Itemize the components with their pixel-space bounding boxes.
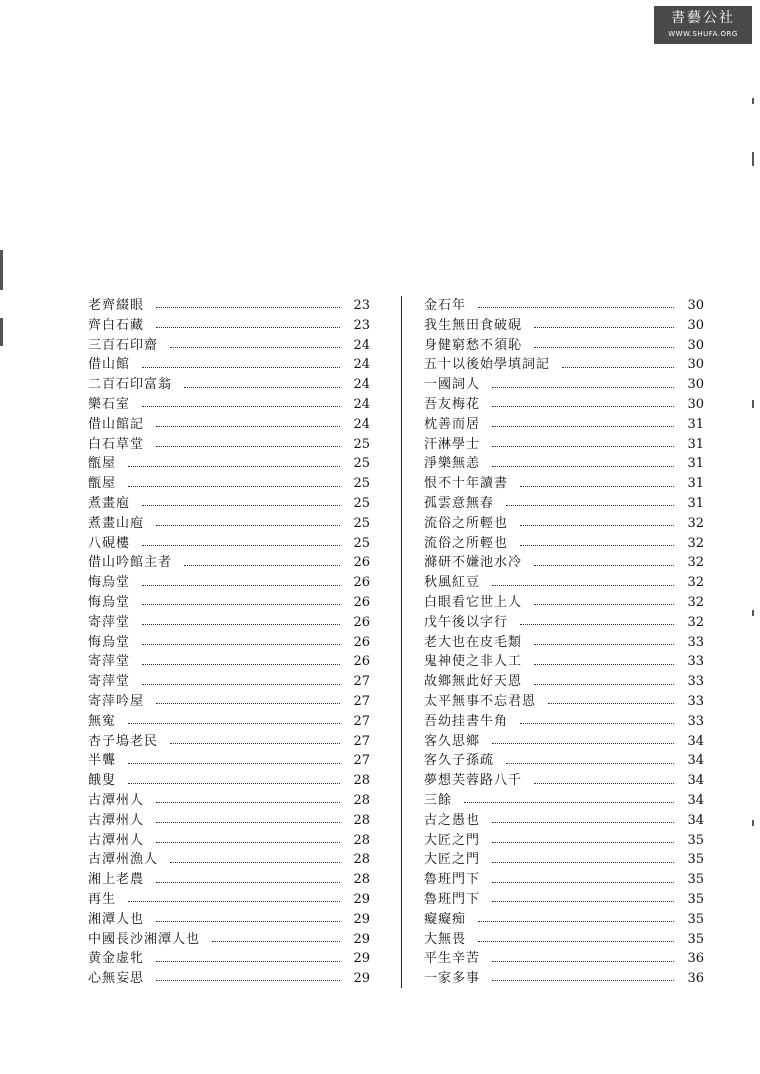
toc-entry-page: 24 (353, 357, 370, 373)
toc-entry-title: 恨不十年讀書 (424, 476, 509, 492)
toc-entry-page: 32 (687, 614, 704, 630)
scan-edge-mark (0, 318, 3, 346)
toc-entry-page: 32 (687, 555, 704, 571)
dot-leader (128, 486, 340, 487)
dot-leader (142, 604, 340, 605)
dot-leader (156, 327, 340, 328)
dot-leader (478, 307, 674, 308)
toc-entry-title: 甑屋 (88, 476, 117, 492)
toc-entry-title: 湘上老農 (88, 872, 145, 888)
toc-entry-title: 癡癡痴 (424, 911, 467, 927)
toc-entry-page: 27 (353, 713, 370, 729)
toc-entry-title: 齊白石藏 (88, 317, 145, 333)
toc-entry-page: 35 (687, 891, 704, 907)
toc-entry (424, 712, 704, 732)
toc-entry-page: 25 (353, 495, 370, 511)
toc-entry (424, 949, 704, 969)
dot-leader (128, 783, 340, 784)
toc-entry-title: 我生無田食破硯 (424, 317, 523, 333)
toc-entry-page: 27 (353, 674, 370, 690)
toc-entry (424, 454, 704, 474)
toc-entry (88, 771, 370, 791)
toc-entry-page: 31 (687, 416, 704, 432)
toc-entry-page: 25 (353, 456, 370, 472)
dot-leader (534, 327, 674, 328)
dot-leader (492, 822, 674, 823)
toc-entry-page: 28 (353, 852, 370, 868)
toc-entry (88, 375, 370, 395)
dot-leader (534, 604, 674, 605)
toc-entry-title: 寄萍堂 (88, 654, 131, 670)
toc-entry (424, 336, 704, 356)
toc-entry (88, 454, 370, 474)
toc-entry (88, 732, 370, 752)
dot-leader (156, 882, 340, 883)
toc-entry-title: 悔烏堂 (88, 634, 131, 650)
toc-entry (424, 593, 704, 613)
toc-entry (88, 336, 370, 356)
toc-entry-title: 樂石室 (88, 396, 131, 412)
toc-entry (424, 474, 704, 494)
dot-leader (534, 783, 674, 784)
toc-entry-page: 23 (353, 298, 370, 313)
toc-entry (88, 949, 370, 969)
toc-entry-page: 28 (353, 812, 370, 828)
toc-entry (424, 870, 704, 890)
toc-entry-title: 秋風紅豆 (424, 575, 481, 591)
toc-entry (88, 870, 370, 890)
toc-entry-page: 30 (687, 298, 704, 313)
toc-entry (424, 613, 704, 633)
toc-entry-page: 34 (687, 773, 704, 789)
toc-entry-title: 魯班門下 (424, 872, 481, 888)
dot-leader (520, 486, 674, 487)
dot-leader (492, 406, 674, 407)
toc-entry-title: 杏子塢老民 (88, 733, 159, 749)
dot-leader (520, 624, 674, 625)
dot-leader (156, 822, 340, 823)
toc-entry-page: 31 (687, 495, 704, 511)
toc-entry-title: 大無畏 (424, 931, 467, 947)
toc-entry-page: 30 (687, 317, 704, 333)
toc-entry-page: 26 (353, 575, 370, 591)
toc-entry (424, 296, 704, 316)
toc-entry (88, 652, 370, 672)
toc-entry (424, 435, 704, 455)
toc-entry (88, 712, 370, 732)
toc-entry-title: 八硯樓 (88, 535, 131, 551)
toc-entry-title: 古潭州人 (88, 832, 145, 848)
toc-entry-page: 33 (687, 693, 704, 709)
toc-entry-page: 27 (353, 753, 370, 769)
toc-entry (88, 850, 370, 870)
toc-entry (88, 791, 370, 811)
toc-entry (424, 316, 704, 336)
scan-edge-mark (752, 820, 754, 826)
toc-entry-page: 29 (353, 951, 370, 967)
toc-entry-page: 33 (687, 634, 704, 650)
dot-leader (492, 387, 674, 388)
toc-entry (88, 316, 370, 336)
toc-entry (88, 890, 370, 910)
toc-entry (424, 890, 704, 910)
toc-entry-title: 淨樂無恙 (424, 456, 481, 472)
toc-entry (424, 652, 704, 672)
toc-entry-page: 25 (353, 436, 370, 452)
toc-entry-title: 古潭州漁人 (88, 852, 159, 868)
toc-entry-title: 再生 (88, 891, 117, 907)
toc-entry (88, 910, 370, 930)
toc-entry-title: 夢想芙蓉路八千 (424, 773, 523, 789)
toc-entry-page: 29 (353, 931, 370, 947)
toc-entry-page: 36 (687, 951, 704, 967)
toc-column-left (88, 296, 370, 989)
toc-entry-title: 汗淋學士 (424, 436, 481, 452)
dot-leader (492, 426, 674, 427)
dot-leader (520, 525, 674, 526)
toc-entry (88, 930, 370, 950)
toc-entry-page: 26 (353, 594, 370, 610)
toc-entry-title: 白眼看它世上人 (424, 594, 523, 610)
toc-entry (424, 811, 704, 831)
toc-entry (88, 553, 370, 573)
toc-entry (424, 494, 704, 514)
toc-entry-page: 30 (687, 357, 704, 373)
toc-entry (424, 534, 704, 554)
dot-leader (142, 684, 340, 685)
dot-leader (156, 307, 340, 308)
toc-entry (424, 692, 704, 712)
toc-entry-page: 25 (353, 476, 370, 492)
toc-entry (88, 831, 370, 851)
dot-leader (492, 980, 674, 981)
toc-entry-title: 客久子孫疏 (424, 753, 495, 769)
toc-entry-page: 36 (687, 971, 704, 987)
toc-entry-title: 故鄉無此好天恩 (424, 674, 523, 690)
dot-leader (478, 921, 674, 922)
dot-leader (156, 703, 340, 704)
toc-entry-title: 煮畫庖 (88, 495, 131, 511)
dot-leader (142, 406, 340, 407)
toc-entry-title: 五十以後始學填詞記 (424, 357, 551, 373)
dot-leader (128, 763, 340, 764)
dot-leader (142, 585, 340, 586)
scan-edge-mark (0, 250, 3, 290)
toc-entry-title: 古潭州人 (88, 812, 145, 828)
toc-entry-title: 大匠之門 (424, 852, 481, 868)
toc-entry (424, 910, 704, 930)
toc-entry-title: 三餘 (424, 792, 453, 808)
toc-entry-title: 煮畫山庖 (88, 515, 145, 531)
toc-entry-page: 24 (353, 416, 370, 432)
toc-entry (424, 514, 704, 534)
toc-entry-title: 借山吟館主者 (88, 555, 173, 571)
dot-leader (492, 466, 674, 467)
dot-leader (520, 545, 674, 546)
toc-entry (424, 791, 704, 811)
dot-leader (142, 664, 340, 665)
toc-entry-title: 中國長沙湘潭人也 (88, 931, 201, 947)
toc-entry-page: 30 (687, 396, 704, 412)
toc-entry (424, 553, 704, 573)
toc-entry (88, 395, 370, 415)
toc-entry-title: 老齊綴眼 (88, 298, 145, 313)
toc-entry-title: 一家多事 (424, 971, 481, 987)
toc-entry-title: 悔烏堂 (88, 575, 131, 591)
toc-entry-page: 29 (353, 911, 370, 927)
dot-leader (128, 466, 340, 467)
toc-entry-title: 流俗之所輕也 (424, 515, 509, 531)
toc-entry-page: 23 (353, 317, 370, 333)
toc-entry (424, 375, 704, 395)
toc-entry-title: 借山館 (88, 357, 131, 373)
toc-entry-page: 32 (687, 594, 704, 610)
toc-entry-page: 29 (353, 971, 370, 987)
toc-entry (424, 969, 704, 989)
toc-entry-title: 吾幼挂書牛角 (424, 713, 509, 729)
dot-leader (170, 743, 340, 744)
toc-entry (88, 415, 370, 435)
dot-leader (170, 862, 340, 863)
dot-leader (478, 941, 674, 942)
toc-entry-title: 寄萍堂 (88, 614, 131, 630)
toc-entry-title: 古潭州人 (88, 792, 145, 808)
toc-entry (88, 633, 370, 653)
toc-entry-page: 24 (353, 377, 370, 393)
toc-entry-title: 魯班門下 (424, 891, 481, 907)
dot-leader (534, 565, 674, 566)
toc-entry-page: 28 (353, 773, 370, 789)
toc-entry-page: 25 (353, 515, 370, 531)
toc-entry-title: 寄萍吟屋 (88, 693, 145, 709)
dot-leader (156, 446, 340, 447)
dot-leader (492, 842, 674, 843)
toc-entry-page: 32 (687, 515, 704, 531)
toc-entry (424, 355, 704, 375)
dot-leader (534, 664, 674, 665)
toc-entry-title: 金石年 (424, 298, 467, 313)
scan-edge-mark (752, 98, 754, 104)
watermark-url: WWW.SHUFA.ORG (668, 30, 738, 38)
toc-entry-title: 客久思鄉 (424, 733, 481, 749)
dot-leader (492, 743, 674, 744)
dot-leader (142, 367, 340, 368)
toc-entry (88, 613, 370, 633)
toc-entry-page: 26 (353, 555, 370, 571)
toc-entry-title: 二百石印富翁 (88, 377, 173, 393)
toc-entry (424, 633, 704, 653)
toc-entry (88, 474, 370, 494)
dot-leader (142, 644, 340, 645)
toc-entry-title: 鬼神使之非人工 (424, 654, 523, 670)
toc-entry-title: 心無妄思 (88, 971, 145, 987)
dot-leader (492, 585, 674, 586)
toc-entry-page: 32 (687, 575, 704, 591)
toc-entry-page: 28 (353, 872, 370, 888)
toc-entry-page: 32 (687, 535, 704, 551)
toc-entry-title: 半聾 (88, 753, 117, 769)
dot-leader (534, 644, 674, 645)
toc-entry-title: 甑屋 (88, 456, 117, 472)
toc-entry-page: 26 (353, 614, 370, 630)
dot-leader (156, 426, 340, 427)
dot-leader (492, 961, 674, 962)
dot-leader (562, 367, 674, 368)
toc-entry-title: 戊午後以字行 (424, 614, 509, 630)
toc-entry (88, 672, 370, 692)
toc-entry (88, 296, 370, 316)
scan-edge-mark (752, 400, 754, 408)
toc-entry-page: 24 (353, 396, 370, 412)
toc-entry-page: 31 (687, 436, 704, 452)
toc-entry-title: 吾友梅花 (424, 396, 481, 412)
toc-entry-title: 太平無事不忘君恩 (424, 693, 537, 709)
toc-entry-page: 28 (353, 792, 370, 808)
site-watermark (654, 6, 752, 44)
toc-entry (88, 593, 370, 613)
dot-leader (156, 921, 340, 922)
toc-entry-page: 26 (353, 654, 370, 670)
toc-entry-title: 枕善而居 (424, 416, 481, 432)
scan-edge-mark (752, 610, 754, 616)
toc-entry-title: 黄金虚牝 (88, 951, 145, 967)
toc-entry (88, 435, 370, 455)
dot-leader (534, 684, 674, 685)
toc-entry-title: 大匠之門 (424, 832, 481, 848)
toc-entry (424, 850, 704, 870)
dot-leader (142, 624, 340, 625)
toc-entry (424, 771, 704, 791)
dot-leader (212, 941, 340, 942)
toc-entry-page: 33 (687, 713, 704, 729)
toc-entry-title: 流俗之所輕也 (424, 535, 509, 551)
toc-entry (88, 969, 370, 989)
dot-leader (142, 505, 340, 506)
toc-entry (424, 831, 704, 851)
dot-leader (534, 347, 674, 348)
toc-entry-title: 湘潭人也 (88, 911, 145, 927)
toc-column-right (424, 296, 704, 989)
dot-leader (184, 565, 340, 566)
toc-entry-page: 24 (353, 337, 370, 353)
toc-entry-title: 身健窮愁不須恥 (424, 337, 523, 353)
scan-edge-mark (752, 152, 754, 166)
toc-entry (88, 751, 370, 771)
toc-entry-page: 34 (687, 733, 704, 749)
toc-entry-title: 一國詞人 (424, 377, 481, 393)
toc-entry-page: 28 (353, 832, 370, 848)
dot-leader (156, 802, 340, 803)
toc-entry-title: 滌研不嫌池水冷 (424, 555, 523, 571)
dot-leader (506, 505, 674, 506)
toc-entry-title: 三百石印齋 (88, 337, 159, 353)
dot-leader (156, 961, 340, 962)
toc-entry-title: 老大也在皮毛類 (424, 634, 523, 650)
toc-entry (88, 514, 370, 534)
toc-entry-page: 35 (687, 832, 704, 848)
dot-leader (128, 901, 340, 902)
dot-leader (492, 901, 674, 902)
toc-entry-title: 白石草堂 (88, 436, 145, 452)
dot-leader (492, 446, 674, 447)
toc-entry-title: 平生辛苦 (424, 951, 481, 967)
toc-entry (88, 692, 370, 712)
toc-entry-page: 26 (353, 634, 370, 650)
dot-leader (156, 525, 340, 526)
toc-entry-title: 孤雲意無春 (424, 495, 495, 511)
toc-entry-title: 無寃 (88, 713, 117, 729)
toc-entry-page: 30 (687, 337, 704, 353)
toc-entry-page: 31 (687, 456, 704, 472)
toc-entry (88, 355, 370, 375)
toc-entry-page: 34 (687, 753, 704, 769)
toc-entry-title: 餓叟 (88, 773, 117, 789)
toc-entry (88, 534, 370, 554)
toc-entry-page: 33 (687, 674, 704, 690)
dot-leader (506, 763, 674, 764)
toc-entry-page: 35 (687, 931, 704, 947)
toc-entry-page: 27 (353, 693, 370, 709)
toc-entry (424, 395, 704, 415)
toc-entry (424, 672, 704, 692)
dot-leader (128, 723, 340, 724)
toc-entry-title: 借山館記 (88, 416, 145, 432)
toc-entry-page: 35 (687, 872, 704, 888)
toc-entry (88, 573, 370, 593)
dot-leader (156, 980, 340, 981)
dot-leader (492, 882, 674, 883)
toc-entry-page: 30 (687, 377, 704, 393)
toc-entry (424, 751, 704, 771)
toc-entry (424, 732, 704, 752)
dot-leader (464, 802, 674, 803)
toc-entry-page: 25 (353, 535, 370, 551)
dot-leader (142, 545, 340, 546)
toc-entry (424, 573, 704, 593)
toc-entry (424, 930, 704, 950)
toc-entry-title: 古之愚也 (424, 812, 481, 828)
dot-leader (156, 842, 340, 843)
dot-leader (170, 347, 340, 348)
dot-leader (520, 723, 674, 724)
toc-entry-title: 寄萍堂 (88, 674, 131, 690)
dot-leader (492, 862, 674, 863)
toc-entry (88, 811, 370, 831)
toc-entry (424, 415, 704, 435)
watermark-logo-text: 書藝公社 (671, 10, 735, 26)
toc-entry-page: 29 (353, 891, 370, 907)
toc-entry-page: 27 (353, 733, 370, 749)
toc-entry (88, 494, 370, 514)
toc-entry-page: 33 (687, 654, 704, 670)
toc-entry-page: 31 (687, 476, 704, 492)
toc-entry-page: 35 (687, 911, 704, 927)
dot-leader (184, 387, 340, 388)
toc-entry-page: 35 (687, 852, 704, 868)
toc-entry-title: 悔烏堂 (88, 594, 131, 610)
toc-entry-page: 34 (687, 792, 704, 808)
toc-entry-page: 34 (687, 812, 704, 828)
dot-leader (548, 703, 674, 704)
column-divider (401, 296, 402, 988)
